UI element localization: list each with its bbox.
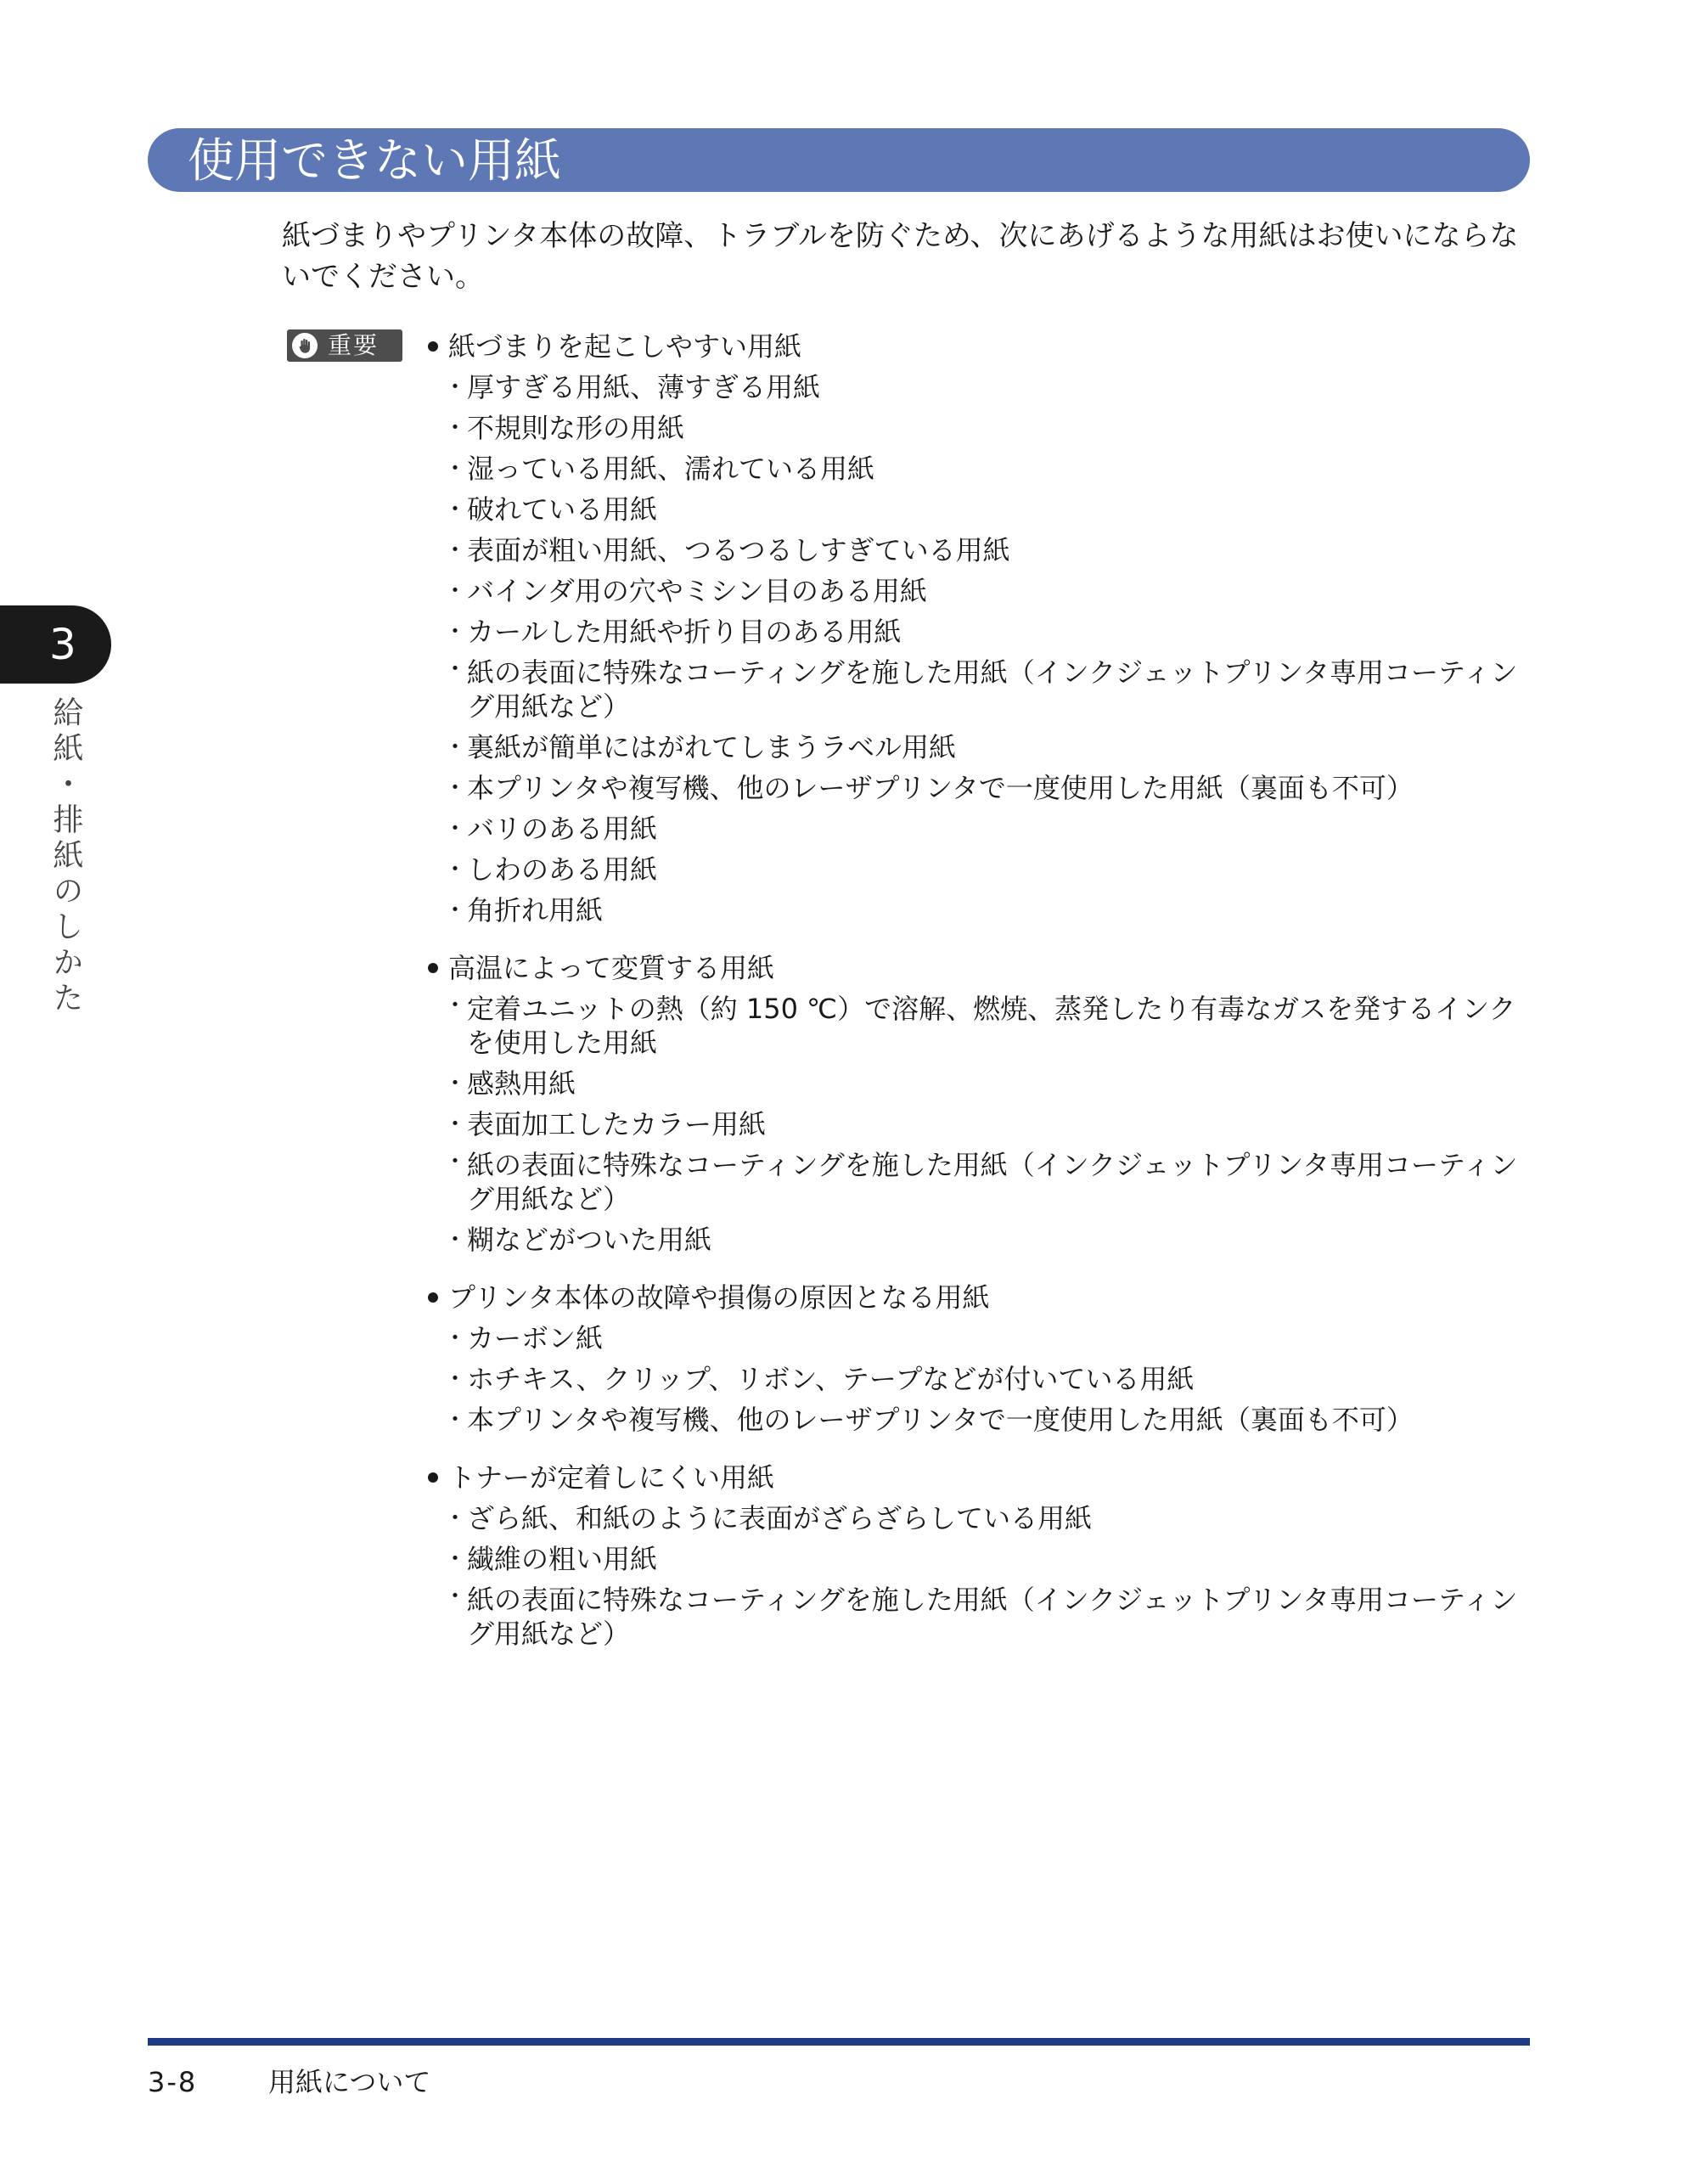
list-item: ・ 裏紙が簡単にはがれてしまうラベル用紙 [465,727,1537,768]
item-list [424,1498,1537,1654]
important-badge [287,329,402,362]
list-item: ・ 表面が粗い用紙、つるつるしすぎている用紙 [465,530,1537,571]
section-heading: トナーが定着しにくい用紙 [424,1457,1537,1498]
list-item: ・ 湿っている用紙、濡れている用紙 [465,448,1537,489]
intro-paragraph [282,216,1538,297]
section-heading: 紙づまりを起こしやすい用紙 [424,326,1537,367]
list-item: ・ 紙の表面に特殊なコーティングを施した用紙（インクジェットプリンタ専用コーティング用紙など） [465,1579,1537,1654]
footer-section-name: 用紙について [268,2066,431,2098]
section-title-bar [148,128,1530,192]
list-item: ・ 角折れ用紙 [465,890,1537,931]
chapter-tab [0,605,111,684]
list-item: ・ しわのある用紙 [465,849,1537,890]
list-item: ・ 表面加工したカラー用紙 [465,1104,1537,1145]
chapter-side-title: 給紙・排紙のしかた [48,696,83,1017]
list-item: ・ 不規則な形の用紙 [465,408,1537,448]
item-list [424,367,1537,931]
list-item: ・ 紙の表面に特殊なコーティングを施した用紙（インクジェットプリンタ専用コーティング用紙など） [465,1145,1537,1219]
list-item: ・ カーボン紙 [465,1318,1537,1359]
list-item: ・ 本プリンタや複写機、他のレーザプリンタで一度使用した用紙（裏面も不可） [465,1399,1537,1440]
list-item: ・ 破れている用紙 [465,489,1537,530]
section-toner [424,1457,1537,1654]
chapter-number: 3 [49,620,76,669]
list-item: ・ 糊などがついた用紙 [465,1219,1537,1260]
page-title: 使用できない用紙 [188,133,562,188]
list-item: ・ 繊維の粗い用紙 [465,1539,1537,1579]
list-item: ・ 紙の表面に特殊なコーティングを施した用紙（インクジェットプリンタ専用コーティング用紙など） [465,652,1537,727]
list-item: ・ ホチキス、クリップ、リボン、テープなどが付いている用紙 [465,1359,1537,1399]
section-heading: プリンタ本体の故障や損傷の原因となる用紙 [424,1277,1537,1318]
footer-rule [148,2038,1530,2046]
list-item: ・ ざら紙、和紙のように表面がざらざらしている用紙 [465,1498,1537,1539]
hand-icon [292,333,318,358]
section-heat-sensitive [424,948,1537,1260]
unusable-paper-list [424,326,1537,1671]
list-item: ・ 厚すぎる用紙、薄すぎる用紙 [465,367,1537,408]
list-item: ・ バリのある用紙 [465,808,1537,849]
important-label: 重要 [328,331,380,359]
list-item: ・ 感熱用紙 [465,1063,1537,1104]
intro-text: 紙づまりやプリンタ本体の故障、トラブルを防ぐため、次にあげるような用紙はお使いにならないでください。 [282,219,1519,294]
section-heading: 高温によって変質する用紙 [424,948,1537,988]
list-item: ・ 本プリンタや複写機、他のレーザプリンタで一度使用した用紙（裏面も不可） [465,768,1537,808]
list-item: ・ カールした用紙や折り目のある用紙 [465,611,1537,652]
item-list [424,1318,1537,1440]
page-number: 3-8 [148,2066,198,2098]
list-item: ・ 定着ユニットの熱（約 150 ℃）で溶解、燃焼、蒸発したり有毒なガスを発するインクを使用した用紙 [465,988,1537,1063]
list-item: ・ バインダ用の穴やミシン目のある用紙 [465,571,1537,611]
item-list [424,988,1537,1260]
section-damage [424,1277,1537,1440]
section-paper-jam [424,326,1537,931]
